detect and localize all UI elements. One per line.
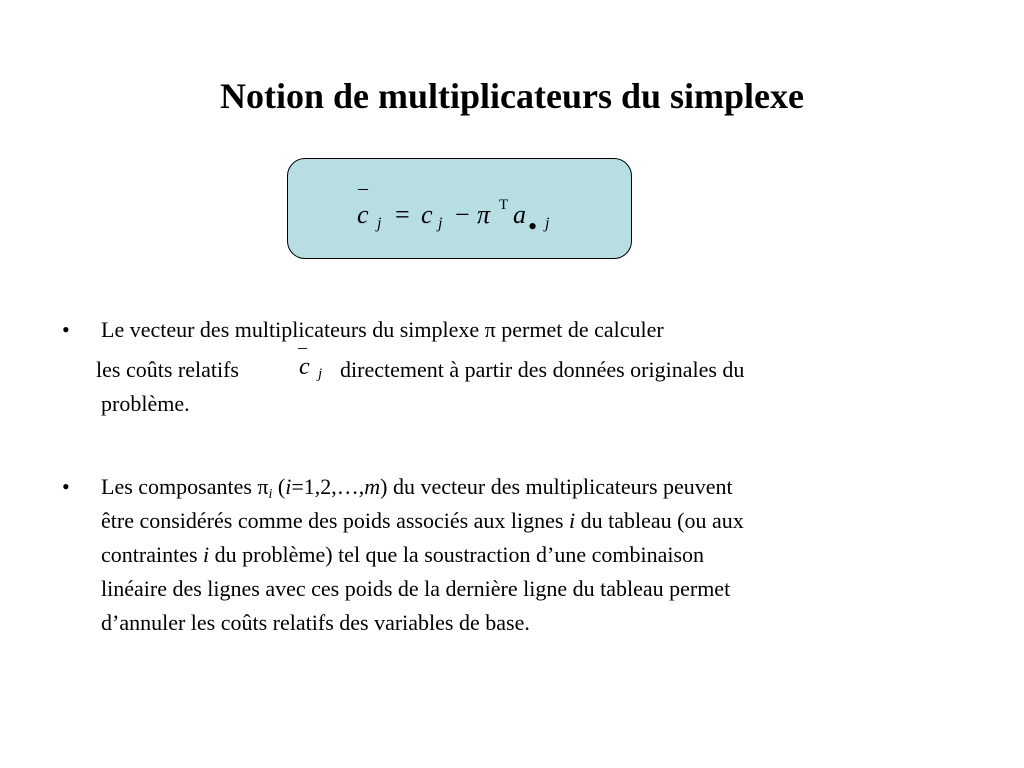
bullet-2-text: être considérés comme des poids associés aux lignes — [101, 508, 569, 533]
formula-reduced-cost — [288, 159, 633, 260]
bullet-2-text: ) du vecteur des multiplicateurs peuvent — [380, 474, 733, 499]
bullet-2-var-i: i — [568, 508, 576, 533]
formula-transpose: T — [499, 197, 509, 213]
bullet-2-text: du problème) tel que la soustraction d’une combinaison — [209, 542, 705, 567]
bullet-marker: • — [62, 317, 70, 342]
slide-title: Notion de multiplicateurs du simplexe — [219, 76, 804, 116]
bullet-2-line-2 — [101, 504, 744, 538]
formula-c-sub: j — [438, 215, 443, 232]
formula-pi: π — [477, 200, 491, 229]
bullet-2-text: Les composantes π — [101, 474, 269, 499]
formula-a-sub: j — [545, 215, 550, 232]
bullet-1-line-2-end: directement à partir des données originales du — [340, 357, 745, 382]
formula-lhs-c: c — [357, 200, 369, 229]
bullet-1-line-3: problème. — [101, 391, 190, 416]
bullet-2-var-m: m — [364, 474, 381, 499]
inline-reduced-cost-symbol — [296, 340, 336, 384]
bullet-1-line-2-start: les coûts relatifs — [96, 357, 239, 382]
bullet-2-text: du tableau (ou aux — [575, 508, 744, 533]
bullet-2-text: =1,2,…, — [291, 474, 365, 499]
inline-sub: j — [318, 366, 323, 382]
bullet-2-text: contraintes — [101, 542, 204, 567]
bullet-2-var-i: i — [203, 542, 210, 567]
bullet-2-text: ( — [272, 474, 286, 499]
formula-lhs-sub: j — [377, 215, 382, 232]
bullet-marker: • — [62, 474, 70, 499]
inline-c: c — [299, 354, 310, 380]
inline-bar: – — [298, 340, 307, 357]
bullet-2-line-4: linéaire des lignes avec ces poids de la dernière ligne du tableau permet — [101, 576, 731, 601]
bullet-1-line-1: Le vecteur des multiplicateurs du simplexe π permet de calculer — [101, 317, 664, 342]
formula-c: c — [421, 200, 433, 229]
formula-a: a — [513, 200, 526, 229]
bullet-2-sub-i: i — [268, 487, 273, 502]
bullet-2-var-i: i — [285, 474, 292, 499]
formula-equals: = — [395, 200, 410, 229]
bullet-2-line-5: d’annuler les coûts relatifs des variables de base. — [101, 610, 530, 635]
bullet-2-line-3 — [101, 538, 704, 572]
formula-minus: − — [455, 200, 470, 229]
bullet-2-line-1 — [101, 470, 733, 504]
formula-bar: – — [358, 177, 368, 199]
formula-box — [287, 158, 632, 259]
formula-dot: • — [528, 212, 538, 241]
